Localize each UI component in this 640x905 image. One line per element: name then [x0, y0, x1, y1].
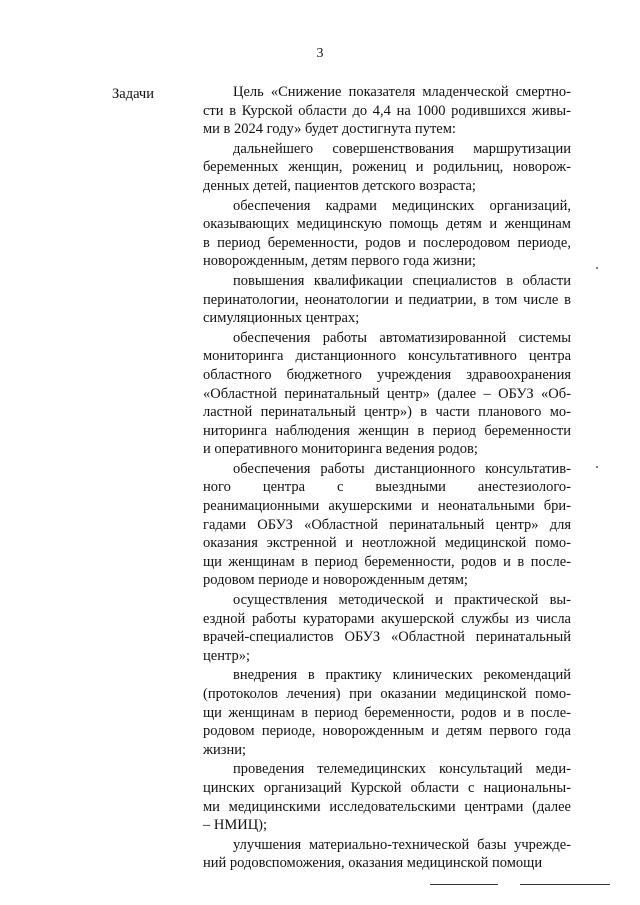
paragraph [203, 197, 571, 271]
page-number: 3 [316, 46, 324, 61]
text-line: денных детей, пациентов детского возраста; [203, 177, 476, 194]
text-line: гадами ОБУЗ «Областной перинатальный центр» для [203, 516, 571, 533]
text-line: оказания экстренной и неотложной медицинской помо- [203, 535, 571, 552]
scan-speck [596, 267, 598, 269]
text-line: повышения квалификации специалистов в области [233, 272, 571, 289]
text-line: мониторинга дистанционного консультативного центра [203, 348, 571, 365]
paragraph [203, 836, 571, 873]
text-line: ластной перинатальный центр») в части планового мо- [203, 404, 571, 421]
text-line: обеспечения работы дистанционного консультатив- [233, 460, 571, 477]
text-line: ми в 2024 году» будет достигнута путем: [203, 121, 456, 138]
text-line: перинатологии, неонатологии и педиатрии, в том числе в [203, 291, 571, 308]
paragraph [203, 83, 571, 139]
paragraph [203, 591, 571, 665]
text-line: внедрения в практику клинических рекомендаций [233, 667, 571, 684]
paragraph [203, 760, 571, 834]
text-line: ного центра с выездными анестезиолого- [203, 479, 571, 496]
text-line: ниторинга наблюдения женщин в период беременности [203, 422, 571, 439]
tasks-text-body [203, 83, 571, 873]
text-line: областного бюджетного учреждения здравоохранения [203, 366, 571, 383]
text-line: осуществления методической и практической вы- [233, 592, 571, 609]
text-line: щи женщинам в период беременности, родов и в после- [203, 553, 571, 570]
text-line: новорожденным, детям первого года жизни; [203, 253, 476, 270]
footer-rule-right [520, 884, 610, 885]
text-line: ми медицинскими исследовательскими центрами (далее [203, 798, 571, 815]
text-line: обеспечения кадрами медицинских организаций, [233, 197, 571, 214]
text-line: ездной работы кураторами акушерской службы из числа [203, 610, 571, 627]
text-line: Цель «Снижение показателя младенческой смертно- [233, 84, 571, 100]
text-line: симуляционных центрах; [203, 310, 360, 327]
text-line: проведения телемедицинских консультаций меди- [233, 761, 571, 778]
text-line: – НМИЦ); [203, 817, 268, 834]
text-line: врачей-специалистов ОБУЗ «Областной перинатальный [203, 629, 571, 646]
text-line: беременных женщин, рожениц и родильниц, новорож- [203, 159, 571, 176]
text-line: улучшения материально-технической базы учрежде- [233, 836, 571, 853]
text-line: в период беременности, родов и послеродовом периоде, [203, 234, 571, 251]
paragraph [203, 140, 571, 196]
text-line: «Областной перинатальный центр» (далее – ОБУЗ «Об- [203, 385, 571, 402]
paragraph [203, 666, 571, 759]
text-line: ний родовспоможения, оказания медицинской помощи [203, 855, 543, 872]
text-line: обеспечения работы автоматизированной системы [233, 329, 571, 346]
text-line: родовом периоде, новорожденным и детям первого года [203, 723, 571, 740]
text-line: реанимационными акушерскими и неонатальными бри- [203, 498, 571, 515]
text-line: центр»; [203, 647, 250, 664]
text-line: и оперативного мониторинга ведения родов; [203, 441, 478, 458]
text-line: родовом периоде и новорожденным детям; [203, 572, 468, 589]
paragraph [203, 329, 571, 459]
text-line: дальнейшего совершенствования маршрутизации [233, 140, 571, 157]
scan-speck [596, 466, 598, 468]
footer-rule-left [430, 884, 498, 885]
text-line: щи женщинам в период беременности, родов и в после- [203, 704, 571, 721]
text-line: цинских организаций Курской области с национальны- [203, 779, 571, 796]
text-line: оказывающих медицинскую помощь детям и женщинам [203, 216, 571, 233]
paragraph [203, 460, 571, 590]
text-line: сти в Курской области до 4,4 на 1000 родившихся живы- [203, 102, 571, 119]
text-line: жизни; [203, 741, 247, 758]
paragraph [203, 272, 571, 328]
text-line: (протоколов лечения) при оказании медицинской помо- [203, 686, 571, 702]
section-label-tasks: Задачи [112, 86, 154, 102]
